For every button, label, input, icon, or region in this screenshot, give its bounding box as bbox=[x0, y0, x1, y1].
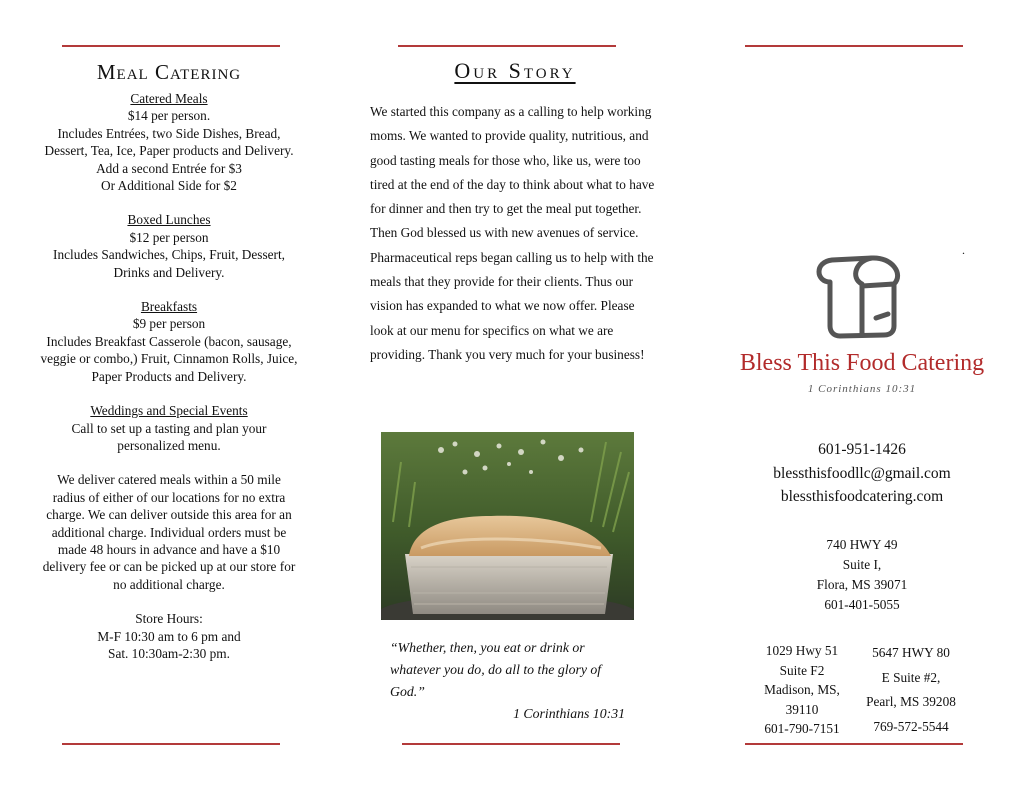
breakfasts-heading: Breakfasts bbox=[140, 299, 198, 315]
store-hours-heading: Store Hours: bbox=[135, 611, 203, 627]
catered-price: $14 per person. bbox=[127, 108, 211, 124]
boxed-lunches-heading: Boxed Lunches bbox=[127, 212, 211, 228]
email-link[interactable]: blessthisfoodllc@gmail.com bbox=[773, 464, 951, 482]
catered-addon-entree: Add a second Entrée for $3 bbox=[96, 160, 242, 176]
contact-panel bbox=[712, 0, 1012, 791]
catered-meals-heading: Catered Meals bbox=[130, 91, 208, 106]
pearl-phone[interactable]: 769-572-5544 bbox=[873, 718, 949, 734]
meal-catering-panel bbox=[40, 0, 298, 791]
bread-loaf-photo bbox=[381, 432, 634, 620]
pearl-address-line2: E Suite #2, bbox=[881, 669, 941, 685]
madison-address-line1: 1029 Hwy 51 bbox=[765, 643, 839, 658]
scripture-citation: 1 Corinthians 10:31 bbox=[513, 706, 625, 721]
boxed-price: $12 per person bbox=[129, 229, 209, 245]
breakfasts-includes: Includes Breakfast Casserole (bacon, sausage, veggie or combo,) Fruit, Cinnamon Rolls, Juice, Paper Products and Delivery. bbox=[40, 333, 298, 384]
scripture-quote: “Whether, then, you eat or drink or whatever you do, do all to the glory of God.” bbox=[390, 640, 602, 699]
madison-address-line2: Suite F2 bbox=[779, 662, 825, 678]
our-story-title: Our Story bbox=[454, 58, 576, 83]
brand-name: Bless This Food Catering bbox=[739, 350, 985, 376]
store-hours-saturday: Sat. 10:30am-2:30 pm. bbox=[108, 645, 230, 661]
stray-dot: . bbox=[962, 243, 965, 257]
delivery-policy: We deliver catered meals within a 50 mile radius of either of our locations for no extra charge. We can deliver outside this area for an additional charge. Individual orders must be made 48 hours in advance and have a $10 delivery fee or can be picked up at our store for no additional charge. bbox=[42, 472, 296, 592]
weddings-text: Call to set up a tasting and plan your personalized menu. bbox=[71, 420, 267, 453]
madison-phone[interactable]: 601-790-7151 bbox=[764, 721, 840, 736]
flora-address-line1: 740 HWY 49 bbox=[826, 537, 898, 552]
catered-addon-side: Or Additional Side for $2 bbox=[101, 178, 237, 194]
brand-verse: 1 Corinthians 10:31 bbox=[807, 383, 917, 395]
contact-info bbox=[712, 438, 1012, 509]
madison-address-line3: Madison, MS, bbox=[764, 682, 840, 697]
meal-catering-body bbox=[40, 90, 298, 662]
store-hours-weekday: M-F 10:30 am to 6 pm and bbox=[97, 628, 241, 644]
website-link[interactable]: blessthisfoodcatering.com bbox=[780, 488, 944, 505]
meal-catering-title: Meal Catering bbox=[96, 60, 242, 84]
phone-number[interactable]: 601-951-1426 bbox=[818, 441, 906, 458]
flora-phone[interactable]: 601-401-5055 bbox=[824, 597, 900, 612]
madison-address-line4: 39110 bbox=[785, 701, 819, 717]
location-flora bbox=[712, 535, 1012, 615]
bread-loaf-icon bbox=[810, 252, 910, 340]
story-text: We started this company as a calling to help working moms. We wanted to provide quality, nutritious, and good tasting meals for those who, like us, were too tired at the end of the day to think about what to have for dinner and then try to get the meal put together. Then God blessed us with new avenues of service. Pharmaceutical reps began calling us to help with the meals that they provide for their clients. Thus our vision has expanded to what we now offer. Please look at our menu for specifics on what we are providing. Thank you very much for your business! bbox=[370, 104, 655, 362]
our-story-panel bbox=[370, 0, 660, 791]
weddings-heading: Weddings and Special Events bbox=[90, 403, 248, 419]
breakfasts-price: $9 per person bbox=[132, 316, 206, 332]
location-madison bbox=[750, 641, 854, 739]
flora-address-line3: Flora, MS 39071 bbox=[816, 577, 908, 592]
pearl-address-line3: Pearl, MS 39208 bbox=[866, 694, 956, 709]
pearl-address-line1: 5647 HWY 80 bbox=[872, 645, 950, 660]
catered-includes: Includes Entrées, two Side Dishes, Bread, Dessert, Tea, Ice, Paper products and Delivery. bbox=[44, 125, 294, 159]
flora-address-line2: Suite I, bbox=[842, 557, 882, 572]
boxed-includes: Includes Sandwiches, Chips, Fruit, Dessert, Drinks and Delivery. bbox=[53, 247, 285, 280]
location-pearl bbox=[856, 641, 966, 739]
